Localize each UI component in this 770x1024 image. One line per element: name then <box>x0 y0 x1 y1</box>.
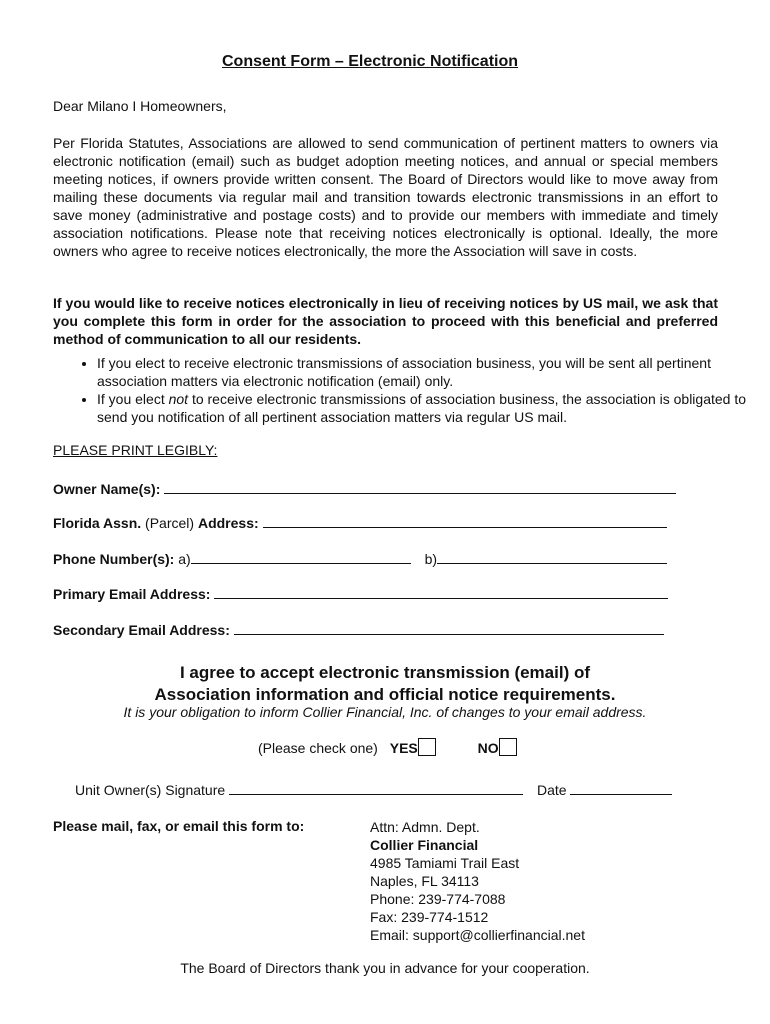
yes-label: YES <box>389 740 418 756</box>
request-paragraph: If you would like to receive notices electronically in lieu of receiving notices by US mail, we ask that you complete this form in order for the association to proceed with this beneficial and preferred method of communication to all our residents. <box>53 295 718 347</box>
florida-address-row <box>53 514 667 531</box>
no-checkbox[interactable] <box>499 738 517 756</box>
florida-assn-label: Florida Assn. <box>53 515 142 531</box>
no-label: NO <box>477 740 499 756</box>
obligation-note: It is your obligation to inform Collier Financial, Inc. of changes to your email address. <box>123 704 647 720</box>
list-item <box>97 354 767 390</box>
phone-label: Phone Number(s): <box>53 551 175 567</box>
phone-b-field[interactable] <box>437 550 667 564</box>
bullet-mail-pre: If you elect <box>97 391 169 407</box>
intro-paragraph: Per Florida Statutes, Associations are allowed to send communication of pertinent matters to owners via electronic notification (email) such as budget adoption meeting notices, and annual or special members meeting notices, if owners provide written consent. The Board of Directors would like to move away from mailing these documents via regular mail and transition towards electronic transmissions in an effort to save money (administrative and postage costs) and to provide our members with immediate and timely association notifications. Please note that receiving notices electronically is optional. Ideally, the more owners who agree to receive notices electronically, the more the Association will save in costs. <box>53 135 718 259</box>
owner-name-label: Owner Name(s): <box>53 481 161 497</box>
signature-row <box>75 781 672 798</box>
address-city: Naples, FL 34113 <box>370 873 479 889</box>
agreement-line-1: I agree to accept electronic transmission (email) of <box>179 663 591 682</box>
secondary-email-label: Secondary Email Address: <box>53 622 230 638</box>
print-legibly-label: PLEASE PRINT LEGIBLY: <box>53 442 218 458</box>
primary-email-field[interactable] <box>214 585 668 599</box>
thank-you-note: The Board of Directors thank you in advance for your cooperation. <box>180 960 590 976</box>
phone-b-label: b) <box>424 551 438 567</box>
phone-a-field[interactable] <box>191 550 411 564</box>
agreement-line-2: Association information and official notice requirements. <box>154 685 616 704</box>
date-field[interactable] <box>570 781 672 795</box>
phone-row <box>53 550 667 567</box>
address-street: 4985 Tamiami Trail East <box>370 855 520 871</box>
secondary-email-row <box>53 621 664 638</box>
primary-email-row <box>53 585 668 602</box>
secondary-email-field[interactable] <box>234 621 664 635</box>
owner-name-field[interactable] <box>164 480 676 494</box>
address-attn: Attn: Admn. Dept. <box>370 819 480 835</box>
options-list <box>53 354 767 426</box>
bullet-mail-post: to receive electronic transmissions of association business, the association is obligated to send you notification of all pertinent association matters via regular US mail. <box>97 391 747 425</box>
mailing-address <box>370 818 585 944</box>
owner-name-row <box>53 480 676 497</box>
check-prompt: (Please check one) <box>258 740 378 756</box>
yes-checkbox[interactable] <box>418 738 436 756</box>
address-label: Address: <box>197 515 259 531</box>
greeting: Dear Milano I Homeowners, <box>53 98 227 114</box>
signature-field[interactable] <box>229 781 523 795</box>
form-title: Consent Form – Electronic Notification <box>221 53 519 70</box>
bullet-electronic: If you elect to receive electronic transmissions of association business, you will be sent all pertinent association matters via electronic notification (email) only. <box>97 355 711 389</box>
mail-instructions-label: Please mail, fax, or email this form to: <box>53 818 305 834</box>
list-item <box>97 390 767 426</box>
address-phone: Phone: 239-774-7088 <box>370 891 506 907</box>
parcel-label: (Parcel) <box>141 515 198 531</box>
phone-a-label: a) <box>174 551 191 567</box>
check-one-row <box>258 738 517 756</box>
signature-label: Unit Owner(s) Signature <box>75 782 226 798</box>
florida-address-field[interactable] <box>263 514 667 528</box>
address-email: Email: support@collierfinancial.net <box>370 927 585 943</box>
address-fax: Fax: 239-774-1512 <box>370 909 489 925</box>
bullet-mail-not: not <box>168 391 189 407</box>
address-company: Collier Financial <box>370 837 479 853</box>
primary-email-label: Primary Email Address: <box>53 586 211 602</box>
date-label: Date <box>536 782 567 798</box>
agreement-heading <box>0 662 770 706</box>
